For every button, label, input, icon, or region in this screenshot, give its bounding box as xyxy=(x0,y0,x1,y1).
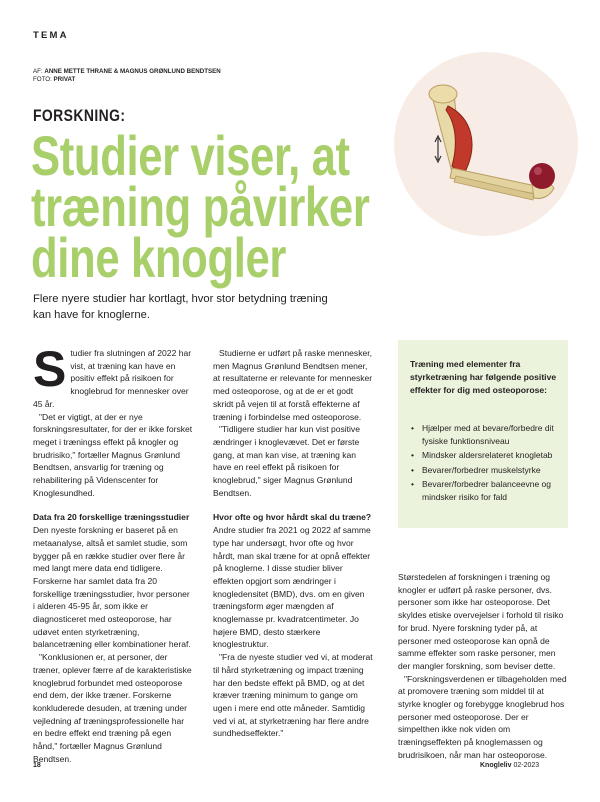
fact-box-list xyxy=(410,422,562,505)
headline-line-2: træning påvirker xyxy=(31,175,370,238)
paragraph: "Forskningsverdenen er tilbageholden med at promovere træning som middel til at styrke knogler og forebygge knoglebrud hos personer med osteoporose. Der er simpelthen ikke nok viden om træningseffekten på knoglemassen og brudrisikoen, når man har osteoporose. xyxy=(398,673,567,760)
drop-cap: S xyxy=(33,341,67,397)
paragraph: Studierne er udført på raske mennesker, men Magnus Grønlund Bendtsen mener, at resultaterne er relevante for mennesker med osteoporose, og at de er et godt skridt på vejen til at forstå effekterne af træning i forbindelse med osteoporose. xyxy=(213,348,373,422)
headline-line-1: Studier viser, at xyxy=(31,124,350,187)
paragraph: Andre studier fra 2021 og 2022 af samme type har undersøgt, hvor ofte og hvor hårdt, man skal træne for at opnå effekter på knoglerne. I disse studier bliver effekten opgjort som ændringer i knogledensitet (BMD), dvs. om en given træningsform øger mængden af knoglemasse pr. kvadratcentimeter. Jo højere BMD, desto stærkere knoglestruktur. xyxy=(213,525,371,650)
list-item: • Bevarer/forbedrer muskelstyrke xyxy=(410,464,562,477)
paragraph: "Det er vigtigt, at der er nye forskningsresultater, for der er ikke forsket meget i træningss effekt på knogler og brudrisiko," fortæller Magnus Grønlund Bendtsen, ansvarlig for træning og rehabilitering på Videnscenter for Knoglesundhed. xyxy=(33,411,193,498)
section-label: TEMA xyxy=(33,30,69,41)
headline xyxy=(31,124,437,289)
paragraph: "Tidligere studier har kun vist positive ændringer i knoglevævet. Det er første gang, at man kan vise, at træning kan have en reel effekt på risikoen for knoglebrud," siger Magnus Grønlund Bendtsen. xyxy=(213,424,360,498)
page-number: 18 xyxy=(33,762,41,769)
subheading: Hvor ofte og hvor hårdt skal du træne? xyxy=(213,512,372,523)
issue-number: 02-2023 xyxy=(513,762,540,769)
paragraph: "Fra de nyeste studier ved vi, at moderat til hård styrketræning og impact træning har den bedste effekt på BMD, og at det kræver træning minimum to gange om ugen i mere end otte måneder. Samtidig ved vi at, at styrketræning har flere andre sundhedseffekter." xyxy=(213,652,373,739)
fact-box xyxy=(398,340,568,528)
fact-box-title: Træning med elementer fra styrketræning har følgende positive effekter for dig med osteoporose: xyxy=(410,359,557,395)
headline-line-3: dine knogler xyxy=(31,226,287,289)
subheading: Data fra 20 forskellige træningsstudier xyxy=(33,512,190,523)
body-column-3 xyxy=(398,571,568,762)
list-item: • Mindsker aldersrelateret knogletab xyxy=(410,449,562,462)
kicker: FORSKNING: xyxy=(33,106,126,125)
paragraph: "Konklusionen er, at personer, der træner, oplever færre af de karakteristiske knoglebrud forbundet med osteoporose end dem, der ikke træner. Forskerne konkluderede desuden, at træning under vejledning af træningsprofessionelle har en bedre effekt end træning på egen hånd," fortæller Magnus Grønlund Bendtsen. xyxy=(33,652,192,764)
lead-paragraph: Flere nyere studier har kortlagt, hvor stor betydning træning kan have for knoglerne. xyxy=(33,293,328,321)
paragraph: tudier fra slutningen af 2022 har vist, at træning kan have en positiv effekt på risikoen for knoglebrud for mennesker over 45 år. xyxy=(33,348,192,409)
footer-publication xyxy=(480,762,539,769)
photo-label: FOTO: xyxy=(33,76,52,83)
byline-authors: ANNE METTE THRANE & MAGNUS GRØNLUND BENDTSEN xyxy=(44,68,221,75)
magazine-name: Knogleliv xyxy=(480,762,512,769)
list-item: • Hjælper med at bevare/forbedre dit fysiske funktionsniveau xyxy=(410,422,562,447)
body-column-1 xyxy=(33,341,193,766)
paragraph: Størstedelen af forskningen i træning og knogler er udført på raske personer, dvs. personer som ikke har osteoporose. Det skyldes etiske overvejelser i forhold til risiko for brud. Nyere forskning tyder på, at personer med osteoporose kan opnå de samme effekter som raske personer, men der mangler forskning, som beviser dette. xyxy=(398,572,564,671)
byline-label: AF: xyxy=(33,68,43,75)
byline xyxy=(33,68,221,84)
arm-lifting-ball-illustration xyxy=(386,48,578,240)
list-item: • Bevarer/forbedrer balanceevne og mindsker risiko for fald xyxy=(410,478,562,503)
paragraph: Den nyeste forskning er baseret på en metaanalyse, altså et samlet studie, som bygger på en række studier over flere år med langt mere data end tidligere. Forskerne har samlet data fra 20 forskellige træningsstudier, hvor personer i alderen 45-95 år, som ikke er diagnosticeret med osteoporose, har udøvet enten styrketræning, balancetræning eller kombinationer heraf. xyxy=(33,525,191,650)
body-column-2 xyxy=(213,347,375,740)
photo-credit: PRIVAT xyxy=(53,76,76,83)
